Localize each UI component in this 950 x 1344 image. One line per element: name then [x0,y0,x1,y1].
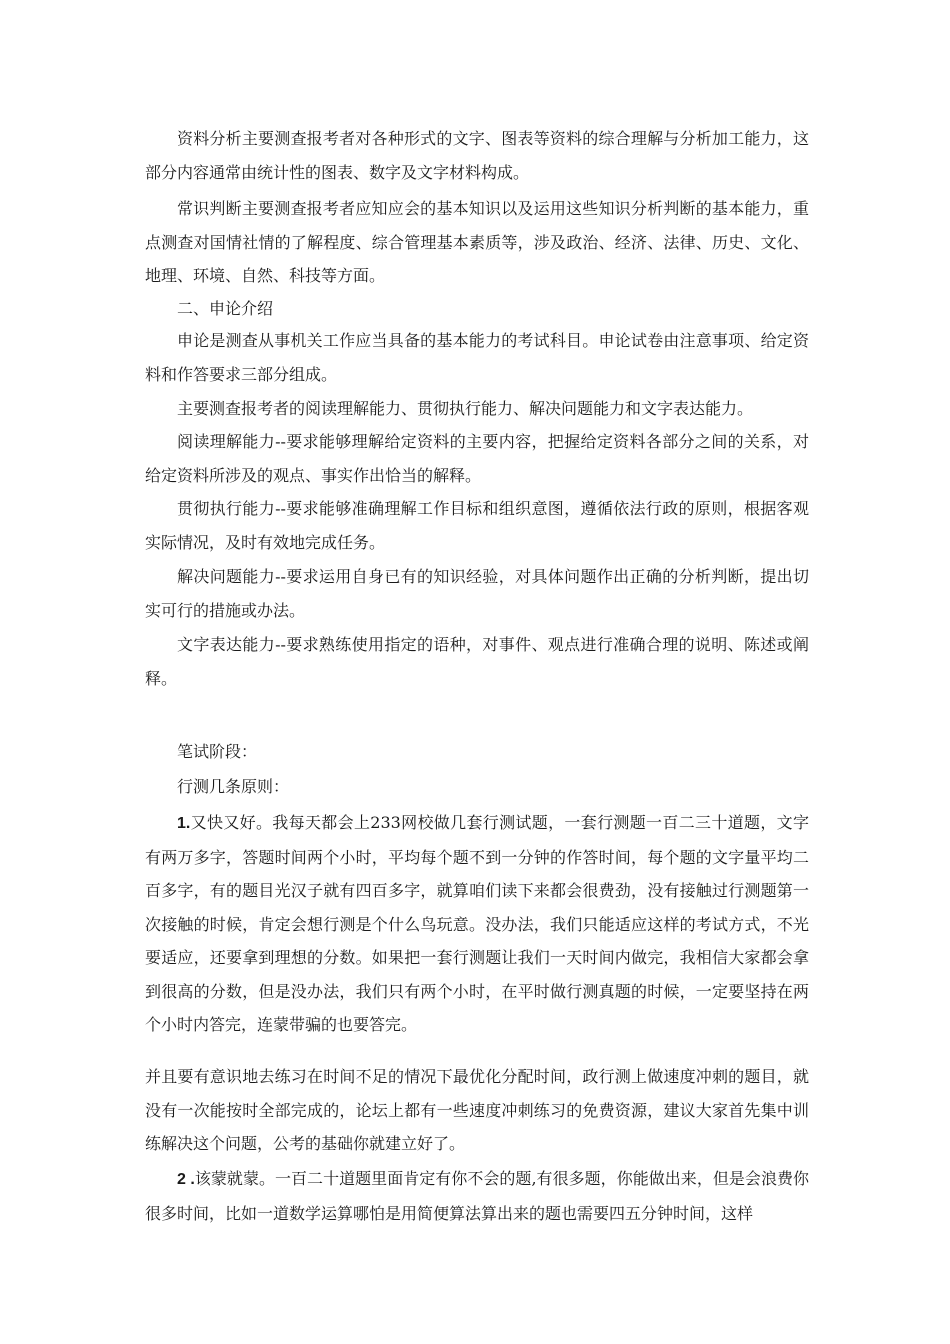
paragraph-reading-ability: 阅读理解能力--要求能够理解给定资料的主要内容，把握给定资料各部分之间的关系，对给定资料所涉及的观点、事实作出恰当的解释。 [145,432,809,485]
paragraph-time-allocation: 并且要有意识地去练习在时间不足的情况下最优化分配时间，政行测上做速度冲刺的题目，就没有一次能按时全部完成的，论坛上都有一些速度冲刺练习的免费资源，建议大家首先集中训练解决这个问题，公考的基础你就建立好了。 [145,1067,809,1153]
paragraph-writing-ability: 文字表达能力--要求熟练使用指定的语种，对事件、观点进行准确合理的说明、陈述或阐释。 [145,635,809,688]
principle-2-text: 该蒙就蒙。一百二十道题里面肯定有你不会的题,有很多题，你能做出来，但是会浪费你很多时间，比如一道数学运算哪怕是用简便算法算出来的题也需要四五分钟时间，这样 [145,1169,809,1223]
paragraph-execution-ability: 贯彻执行能力--要求能够准确理解工作目标和组织意图，遵循依法行政的原则，根据客观实际情况，及时有效地完成任务。 [145,499,809,552]
list-number: 1. [177,815,191,832]
paragraph-common-sense: 常识判断主要测查报考者应知应会的基本知识以及运用这些知识分析判断的基本能力，重点测查对国情社情的了解程度、综合管理基本素质等，涉及政治、经济、法律、历史、文化、地理、环境、自然、科技等方面。 [145,199,809,285]
section-heading-shenlun: 二、申论介绍 [177,299,274,318]
paragraph-shenlun-intro: 申论是测查从事机关工作应当具备的基本能力的考试科目。申论试卷由注意事项、给定资料和作答要求三部分组成。 [145,331,809,384]
heading-written-exam: 笔试阶段： [177,742,258,761]
paragraph-problem-solving: 解决问题能力--要求运用自身已有的知识经验，对具体问题作出正确的分析判断，提出切实可行的措施或办法。 [145,567,809,620]
principle-1-text: 又快又好。我每天都会上233网校做几套行测试题，一套行测题一百二三十道题，文字有两万多字，答题时间两个小时，平均每个题不到一分钟的作答时间，每个题的文字量平均二百多字，有的题目光汉子就有四百多字，就算咱们读下来都会很费劲，没有接触过行测题第一次接触的时候，肯定会想行测是个什么鸟玩意。没办法，我们只能适应这样的考试方式，不光要适应，还要拿到理想的分数。如果把一套行测题让我们一天时间内做完，我相信大家都会拿到很高的分数，但是没办法，我们只有两个小时，在平时做行测真题的时候，一定要坚持在两个小时内答完，连蒙带骗的也要答完。 [145,813,809,1034]
paragraph-principle-1 [145,806,809,1042]
paragraph-principle-2 [145,1162,809,1230]
paragraph-abilities: 主要测查报考者的阅读理解能力、贯彻执行能力、解决问题能力和文字表达能力。 [177,399,754,418]
list-number: 2 . [177,1171,195,1188]
heading-principles: 行测几条原则： [177,777,290,796]
paragraph-data-analysis: 资料分析主要测查报考者对各种形式的文字、图表等资料的综合理解与分析加工能力，这部分内容通常由统计性的图表、数字及文字材料构成。 [145,129,809,182]
